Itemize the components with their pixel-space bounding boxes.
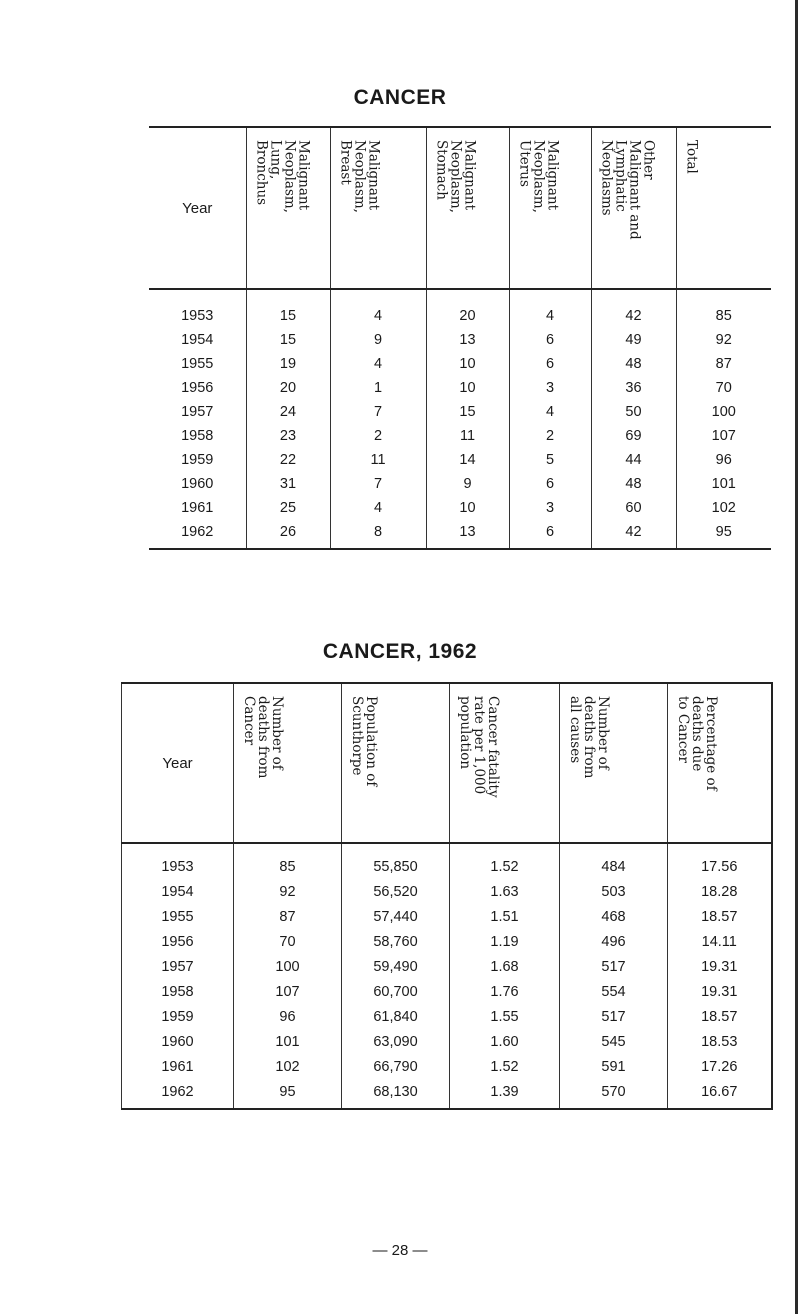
table-cell: 1.51 [450,904,560,929]
table-row [122,1004,772,1029]
table2-header-all-deaths-label: Number of deaths from all causes [567,696,611,779]
table-cell: 96 [234,1004,342,1029]
table-cell: 545 [560,1029,668,1054]
table2-header-all-deaths [560,683,668,843]
table-cell: 9 [426,472,509,496]
table1-header-lung-label: Malignant Neoplasm, Lung, Bronchus [253,140,312,213]
table-row [122,1029,772,1054]
table2-header-cancer-deaths [234,683,342,843]
table-cell: 50 [591,400,676,424]
table-cell: 13 [426,328,509,352]
table-cell: 1.19 [450,929,560,954]
table-cell: 102 [676,496,771,520]
table-cell: 554 [560,979,668,1004]
table-cell: 6 [509,520,591,549]
table-cell: 19.31 [668,954,772,979]
table-row [122,1054,772,1079]
table-row [149,328,771,352]
table-cell: 60,700 [342,979,450,1004]
table-cell: 1954 [122,879,234,904]
table-row [149,424,771,448]
table2-header-row [122,683,772,843]
table-cell: 1953 [122,843,234,879]
table-cell: 8 [330,520,426,549]
table-cell: 100 [234,954,342,979]
table-cell: 15 [246,289,330,328]
table-cell: 87 [234,904,342,929]
table-row [149,352,771,376]
table-cell: 42 [591,289,676,328]
table-cell: 59,490 [342,954,450,979]
table2-title: CANCER, 1962 [322,640,478,663]
table-row [122,979,772,1004]
table1-header-row [149,127,771,289]
table-cell: 58,760 [342,929,450,954]
table-cell: 7 [330,472,426,496]
table-cell: 1960 [122,1029,234,1054]
table-cell: 19 [246,352,330,376]
table-cell: 42 [591,520,676,549]
table-cell: 70 [676,376,771,400]
table-cell: 60 [591,496,676,520]
table-cell: 101 [234,1029,342,1054]
table-cell: 57,440 [342,904,450,929]
table-row [149,472,771,496]
table-row [122,929,772,954]
table-cell: 6 [509,352,591,376]
table-cell: 4 [330,352,426,376]
table-cell: 1.55 [450,1004,560,1029]
table-cell: 92 [676,328,771,352]
table-cell: 20 [426,289,509,328]
table-cell: 484 [560,843,668,879]
table1-header-uterus [509,127,591,289]
table-cell: 48 [591,472,676,496]
table-cell: 66,790 [342,1054,450,1079]
table-cell: 1.52 [450,843,560,879]
table-cell: 1.52 [450,1054,560,1079]
table-cell: 92 [234,879,342,904]
table-cell: 18.28 [668,879,772,904]
table2-header-fatality-rate [450,683,560,843]
table-cell: 6 [509,328,591,352]
table2-header-population [342,683,450,843]
table-cell: 591 [560,1054,668,1079]
table-cell: 11 [426,424,509,448]
table1-body [149,289,771,549]
table-cell: 55,850 [342,843,450,879]
cancer-fatality-rate-table [121,682,773,1110]
table-cell: 96 [676,448,771,472]
table-cell: 1958 [122,979,234,1004]
table-cell: 4 [330,496,426,520]
table-cell: 13 [426,520,509,549]
table-cell: 570 [560,1079,668,1109]
table2-header-percentage [668,683,772,843]
table1-header-other [591,127,676,289]
table-row [149,520,771,549]
table-cell: 25 [246,496,330,520]
table-cell: 48 [591,352,676,376]
table-cell: 63,090 [342,1029,450,1054]
table-cell: 4 [330,289,426,328]
table-cell: 56,520 [342,879,450,904]
table-cell: 1959 [122,1004,234,1029]
table-cell: 1959 [149,448,246,472]
table-cell: 69 [591,424,676,448]
table-cell: 10 [426,352,509,376]
table1-header-other-label: Other Malignant and Lymphatic Neoplasms [598,140,657,240]
table-row [122,843,772,879]
table-cell: 68,130 [342,1079,450,1109]
table2-header-cancer-deaths-label: Number of deaths from Cancer [241,696,285,779]
table-cell: 4 [509,400,591,424]
table-cell: 87 [676,352,771,376]
table-cell: 18.57 [668,904,772,929]
table-cell: 100 [676,400,771,424]
table-row [149,496,771,520]
table-cell: 4 [509,289,591,328]
table-cell: 1.68 [450,954,560,979]
table-cell: 24 [246,400,330,424]
table-cell: 517 [560,1004,668,1029]
table-cell: 1957 [122,954,234,979]
table-row [149,376,771,400]
table-cell: 15 [426,400,509,424]
table-cell: 1954 [149,328,246,352]
table-cell: 1955 [122,904,234,929]
table-row [122,954,772,979]
table-cell: 468 [560,904,668,929]
table-cell: 503 [560,879,668,904]
table-row [149,289,771,328]
cancer-deaths-table [149,126,771,550]
table2-header-population-label: Population of Scunthorpe [349,696,379,787]
table-row [122,904,772,929]
table-cell: 107 [234,979,342,1004]
table-cell: 107 [676,424,771,448]
table-cell: 517 [560,954,668,979]
table-cell: 16.67 [668,1079,772,1109]
table-cell: 1.63 [450,879,560,904]
table-cell: 95 [234,1079,342,1109]
table-cell: 44 [591,448,676,472]
table-cell: 3 [509,496,591,520]
table1-header-stomach-label: Malignant Neoplasm, Stomach [433,140,478,213]
table-cell: 3 [509,376,591,400]
table1-header-year: Year [149,127,246,289]
table-cell: 14 [426,448,509,472]
table-cell: 5 [509,448,591,472]
table1-title: CANCER [353,86,447,109]
table1-header-total-label: Total [683,140,700,174]
table-cell: 70 [234,929,342,954]
page-number: — 28 — [372,1242,428,1259]
table-cell: 18.53 [668,1029,772,1054]
table-cell: 1961 [149,496,246,520]
table-cell: 19.31 [668,979,772,1004]
table2-header-fatality-rate-label: Cancer fatality rate per 1,000 population [457,696,501,798]
table1-header-breast [330,127,426,289]
table1-header-breast-label: Malignant Neoplasm, Breast [337,140,382,213]
table-cell: 1.60 [450,1029,560,1054]
table1-header-stomach [426,127,509,289]
table-cell: 11 [330,448,426,472]
table-cell: 14.11 [668,929,772,954]
table-cell: 10 [426,496,509,520]
table-cell: 1.76 [450,979,560,1004]
table-cell: 1 [330,376,426,400]
table2-header-year: Year [122,683,234,843]
table-cell: 18.57 [668,1004,772,1029]
table-cell: 49 [591,328,676,352]
table-row [149,448,771,472]
table-cell: 2 [330,424,426,448]
table-cell: 1958 [149,424,246,448]
table1-header-total [676,127,771,289]
table1-header-uterus-label: Malignant Neoplasm, Uterus [516,140,561,213]
table-cell: 85 [676,289,771,328]
table-cell: 31 [246,472,330,496]
table-cell: 1953 [149,289,246,328]
table-cell: 1956 [149,376,246,400]
table-cell: 17.26 [668,1054,772,1079]
table-cell: 17.56 [668,843,772,879]
table-cell: 20 [246,376,330,400]
table-cell: 22 [246,448,330,472]
table-cell: 2 [509,424,591,448]
table-cell: 23 [246,424,330,448]
table-cell: 10 [426,376,509,400]
table1-header-lung [246,127,330,289]
table-cell: 1961 [122,1054,234,1079]
table-row [122,1079,772,1109]
table-row [149,400,771,424]
table-cell: 15 [246,328,330,352]
table-cell: 7 [330,400,426,424]
table-cell: 102 [234,1054,342,1079]
table-cell: 1962 [149,520,246,549]
table-cell: 61,840 [342,1004,450,1029]
table-cell: 1956 [122,929,234,954]
table-cell: 9 [330,328,426,352]
table-cell: 1.39 [450,1079,560,1109]
table-cell: 26 [246,520,330,549]
table-cell: 1955 [149,352,246,376]
table-cell: 95 [676,520,771,549]
table-cell: 6 [509,472,591,496]
table2-body [122,843,772,1109]
table-cell: 1957 [149,400,246,424]
table-cell: 1962 [122,1079,234,1109]
table-cell: 496 [560,929,668,954]
table-cell: 36 [591,376,676,400]
table2-header-percentage-label: Percentage of deaths due to Cancer [675,696,719,791]
table-row [122,879,772,904]
table-cell: 85 [234,843,342,879]
table-cell: 1960 [149,472,246,496]
table-cell: 101 [676,472,771,496]
